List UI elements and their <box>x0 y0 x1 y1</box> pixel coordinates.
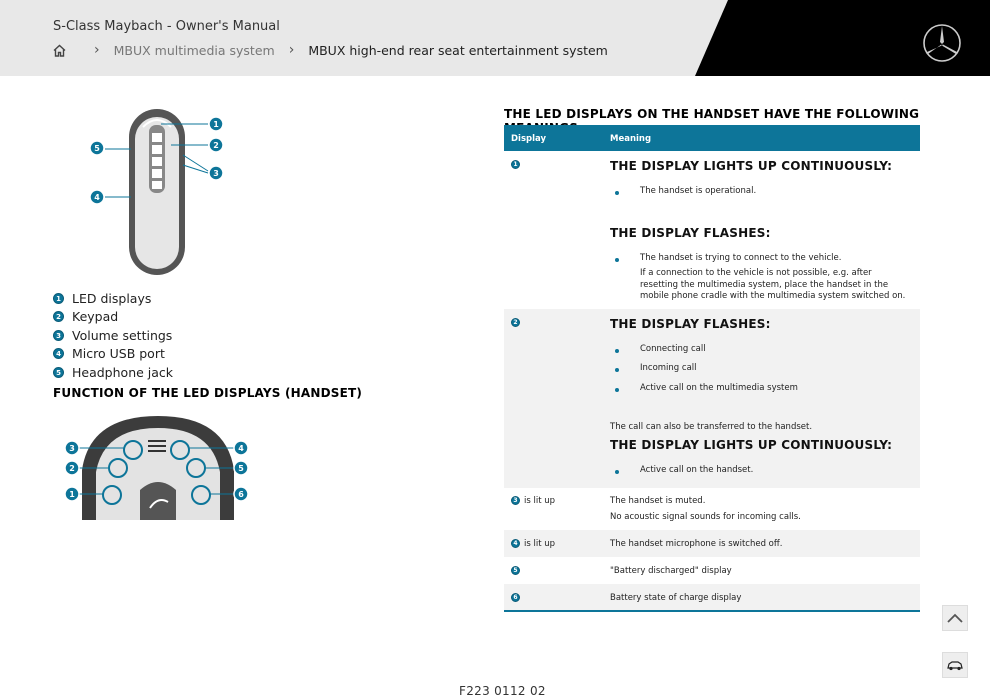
row-text: The handset microphone is switched off. <box>610 539 783 549</box>
svg-text:1: 1 <box>213 120 219 129</box>
row-heading: THE DISPLAY LIGHTS UP CONTINUOUSLY: <box>610 159 893 173</box>
breadcrumb-item-current: MBUX high-end rear seat entertainment system <box>308 42 608 58</box>
row-text: Active call on the handset. <box>640 465 754 475</box>
led-meaning-table <box>504 125 920 610</box>
legend-label: Volume settings <box>72 327 173 343</box>
legend-item <box>53 308 173 327</box>
svg-text:6: 6 <box>238 490 244 499</box>
page-header <box>0 0 990 76</box>
column-header-meaning: Meaning <box>610 134 652 144</box>
number-badge-icon: 1 <box>511 160 520 169</box>
svg-text:3: 3 <box>213 169 219 178</box>
bullet-icon <box>615 349 619 353</box>
row-text: Battery state of charge display <box>610 593 742 603</box>
row-text: The call can also be transferred to the handset. <box>610 422 813 432</box>
svg-text:5: 5 <box>238 464 244 473</box>
number-badge-icon: 2 <box>53 311 64 322</box>
number-badge-icon: 3 <box>511 496 520 505</box>
legend-label: Keypad <box>72 309 119 325</box>
row-text: The handset is operational. <box>640 186 757 196</box>
display-state: is lit up <box>524 496 556 506</box>
scroll-to-top-button[interactable] <box>942 605 968 631</box>
row-text: "Battery discharged" display <box>610 566 732 576</box>
image-caption: F223 0112 02 <box>459 684 546 698</box>
bullet-icon <box>615 470 619 474</box>
table-row <box>504 584 920 610</box>
legend-item <box>53 363 173 382</box>
svg-text:1: 1 <box>69 490 75 499</box>
row-heading: THE DISPLAY LIGHTS UP CONTINUOUSLY: <box>610 438 893 452</box>
table-header <box>504 125 920 151</box>
row-heading: THE DISPLAY FLASHES: <box>610 317 771 331</box>
number-badge-icon: 5 <box>53 367 64 378</box>
number-badge-icon: 1 <box>53 293 64 304</box>
row-text: Connecting call <box>640 344 706 354</box>
svg-text:4: 4 <box>94 193 100 202</box>
row-text: If a connection to the vehicle is not possible, e.g. after resetting the multimedia system, place the handset in the mobile phone cradle with the multimedia system switched on. <box>640 268 906 301</box>
bullet-icon <box>615 368 619 372</box>
legend-label: Micro USB port <box>72 346 165 362</box>
breadcrumb <box>53 42 608 58</box>
svg-text:4: 4 <box>238 444 244 453</box>
row-text: The handset is muted. <box>610 496 706 506</box>
row-text: The handset is trying to connect to the vehicle. <box>640 253 842 263</box>
car-icon <box>946 659 964 671</box>
display-state: is lit up <box>524 539 556 549</box>
number-badge-icon: 5 <box>511 566 520 575</box>
component-legend <box>53 289 173 382</box>
bullet-icon <box>615 388 619 392</box>
row-heading: THE DISPLAY FLASHES: <box>610 226 771 240</box>
row-text: Active call on the multimedia system <box>640 383 798 393</box>
chevron-up-icon <box>947 613 963 623</box>
legend-label: Headphone jack <box>72 364 174 380</box>
chevron-right-icon: › <box>94 42 100 58</box>
legend-label: LED displays <box>72 290 152 306</box>
svg-text:2: 2 <box>69 464 75 473</box>
handset-illustration <box>85 105 235 280</box>
svg-text:3: 3 <box>69 444 75 453</box>
bullet-icon <box>615 191 619 195</box>
table-row <box>504 557 920 584</box>
table-row <box>504 488 920 530</box>
legend-item <box>53 345 173 364</box>
mercedes-star-logo <box>922 23 962 63</box>
legend-item <box>53 326 173 345</box>
row-text: Incoming call <box>640 363 697 373</box>
table-row <box>504 309 920 488</box>
svg-text:2: 2 <box>213 141 219 150</box>
number-badge-icon: 4 <box>53 348 64 359</box>
led-display-illustration <box>60 410 260 522</box>
legend-item <box>53 289 173 308</box>
vehicle-button[interactable] <box>942 652 968 678</box>
section-title: FUNCTION OF THE LED DISPLAYS (HANDSET) <box>53 386 363 400</box>
chevron-right-icon: › <box>288 42 295 58</box>
manual-title: S-Class Maybach - Owner's Manual <box>53 19 280 34</box>
home-icon[interactable] <box>53 44 66 57</box>
number-badge-icon: 6 <box>511 593 520 602</box>
number-badge-icon: 4 <box>511 539 520 548</box>
number-badge-icon: 2 <box>511 318 520 327</box>
table-title: THE LED DISPLAYS ON THE HANDSET HAVE THE FOLLOWING <box>504 107 920 121</box>
column-header-display: Display <box>511 134 547 144</box>
breadcrumb-item-multimedia[interactable]: MBUX multimedia system <box>113 42 275 58</box>
table-bottom-rule <box>504 610 920 612</box>
bullet-icon <box>615 258 619 262</box>
number-badge-icon: 3 <box>53 330 64 341</box>
svg-text:5: 5 <box>94 144 100 153</box>
table-row <box>504 530 920 557</box>
table-row <box>504 151 920 309</box>
row-text: No acoustic signal sounds for incoming calls. <box>610 512 801 522</box>
